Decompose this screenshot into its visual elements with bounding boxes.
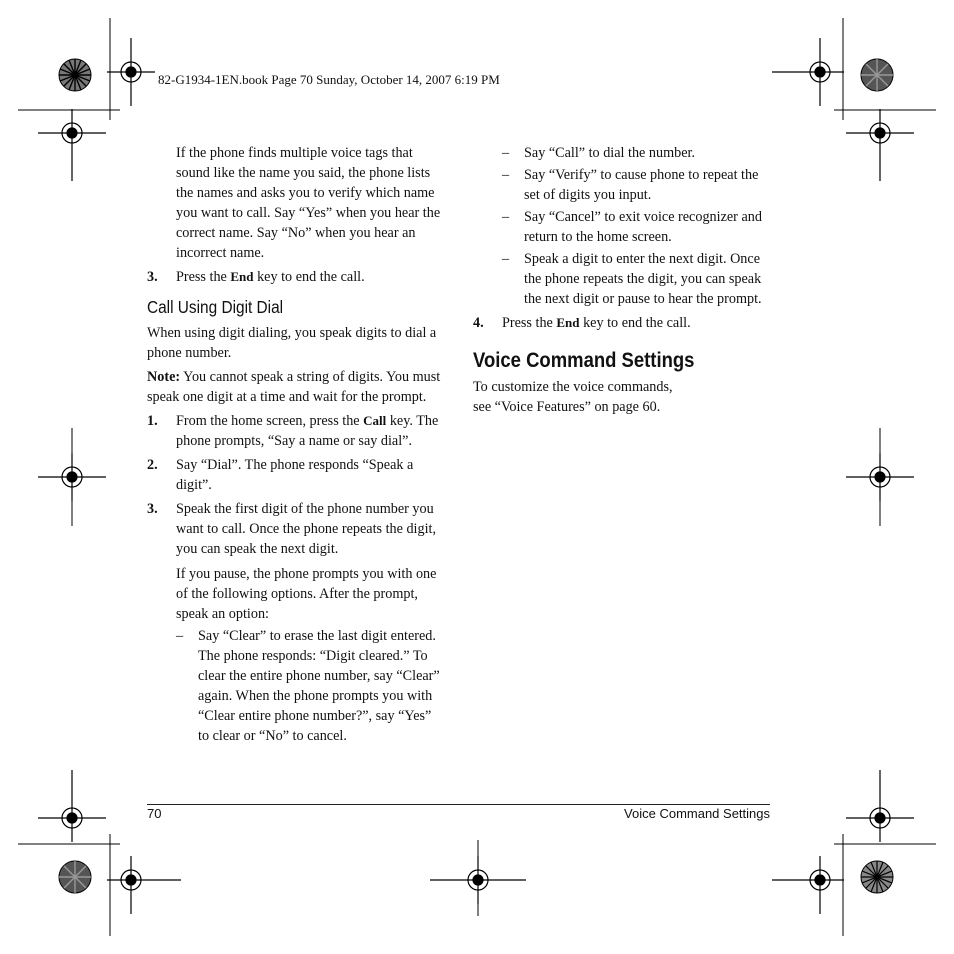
end-key-label: End xyxy=(556,315,580,330)
registration-mark-icon xyxy=(107,38,155,106)
registration-mark-icon xyxy=(38,453,106,501)
step-2: 2. Say “Dial”. The phone responds “Speak a digit”. xyxy=(147,457,414,493)
step-3: 3. Speak the first digit of the phone number you want to call. Once the phone repeats the digit, you can speak the next digit. xyxy=(147,501,437,557)
step-number: 2. xyxy=(147,457,158,473)
registration-mark-icon xyxy=(846,453,914,501)
registration-mark-icon xyxy=(772,856,844,914)
note-label: Note: xyxy=(147,369,181,385)
starburst-mark-icon xyxy=(861,59,893,91)
voice-settings-text: To customize the voice commands, see “Voice Features” on page 60. xyxy=(473,379,673,415)
right-column xyxy=(473,143,773,417)
registration-mark-icon xyxy=(107,856,181,914)
footer-rule xyxy=(147,804,770,805)
end-key-label: End xyxy=(230,269,254,284)
starburst-mark-icon xyxy=(59,861,91,893)
dash-bullet: – xyxy=(176,628,184,644)
step-1: 1. From the home screen, press the Call key. The phone prompts, “Say a name or say dial”. xyxy=(147,413,439,449)
running-footer-section: Voice Command Settings xyxy=(624,806,770,821)
registration-mark-icon xyxy=(430,856,526,904)
note-paragraph: Note: You cannot speak a string of digits. You must speak one digit at a time and wait for the prompt. xyxy=(147,369,441,405)
step-number: 3. xyxy=(147,501,158,517)
option-cancel: – Say “Cancel” to exit voice recognizer and return to the home screen. xyxy=(502,209,762,245)
registration-mark-icon xyxy=(38,770,106,842)
dash-bullet: – xyxy=(502,167,510,183)
option-clear: – Say “Clear” to erase the last digit entered. The phone responds: “Digit cleared.” To clear the entire phone number, say “Clear” again. When the phone prompts you with “Clear entire phone number?”, say “Yes” to clear or “No” to cancel. xyxy=(176,628,440,744)
option-call: – Say “Call” to dial the number. xyxy=(502,145,695,161)
left-column xyxy=(147,143,445,746)
step-number: 4. xyxy=(473,315,484,331)
page-number: 70 xyxy=(147,806,162,821)
registration-mark-icon xyxy=(846,109,914,181)
option-digit: – Speak a digit to enter the next digit. Once the phone repeats the digit, you can speak the next digit or pause to hear the prompt. xyxy=(502,251,762,307)
registration-mark-icon xyxy=(846,770,914,842)
step-3-end-call: 3. Press the End key to end the call. xyxy=(147,269,365,285)
multiple-tags-paragraph: If the phone finds multiple voice tags that sound like the name you said, the phone lists the names and asks you to verify which name you want to call. Say “Yes” when you hear the correct name. Say “No” when you hear an incorrect name. xyxy=(176,145,441,261)
dash-bullet: – xyxy=(502,251,510,267)
step-number: 1. xyxy=(147,413,158,429)
dash-bullet: – xyxy=(502,145,510,161)
pause-paragraph: If you pause, the phone prompts you with one of the following options. After the prompt, speak an option: xyxy=(176,566,437,622)
section-heading: Call Using Digit Dial xyxy=(147,297,284,317)
starburst-mark-icon xyxy=(861,861,893,893)
registration-mark-icon xyxy=(772,38,844,106)
step-4: 4. Press the End key to end the call. xyxy=(473,315,691,331)
call-key-label: Call xyxy=(363,413,387,428)
digit-dial-description: When using digit dialing, you speak digits to dial a phone number. xyxy=(147,325,437,361)
voice-command-settings-heading: Voice Command Settings xyxy=(473,349,695,372)
dash-bullet: – xyxy=(502,209,510,225)
step-number: 3. xyxy=(147,269,158,285)
book-slug: 82-G1934-1EN.book Page 70 Sunday, October 14, 2007 6:19 PM xyxy=(158,72,500,87)
starburst-mark-icon xyxy=(59,59,91,91)
registration-mark-icon xyxy=(38,109,106,181)
option-verify: – Say “Verify” to cause phone to repeat the set of digits you input. xyxy=(502,167,759,203)
